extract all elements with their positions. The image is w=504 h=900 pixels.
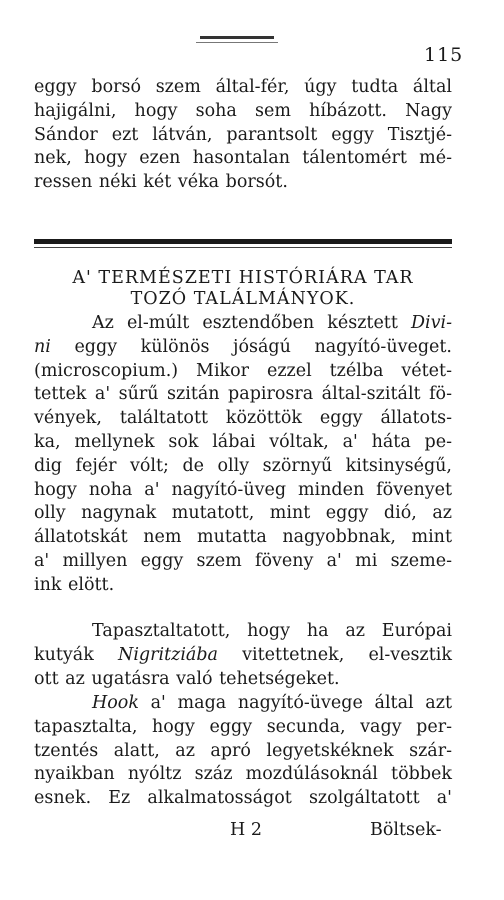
text-line: Sándor ezt látván, parantsolt eggy Tisztjé- xyxy=(34,124,452,145)
section-heading xyxy=(34,268,452,310)
text-line: dig fejér vólt; de olly szörnyű kitsinységű, xyxy=(34,455,452,476)
italic-name: Hook xyxy=(92,693,139,713)
text-line: hogy noha a' nagyító-üveg minden fövenyet xyxy=(34,479,452,500)
text-line: tettek a' sűrű szitán papirosra által-szitált fö- xyxy=(34,384,452,405)
text-line: olly nagynak mutatott, mint eggy dió, az xyxy=(34,503,452,524)
text-span: vitettetnek, el-vesztik xyxy=(218,644,452,665)
text-line: nek, hogy ezen hasontalan tálentomért mé- xyxy=(34,148,452,169)
text-span: a' maga nagyító-üvege által azt xyxy=(138,693,452,713)
text-line xyxy=(34,336,452,360)
italic-name: Divi- xyxy=(410,313,452,333)
text-line: Tapasztaltatott, hogy ha az Európai xyxy=(92,621,452,641)
heading-line: TOZÓ TALÁLMÁNYOK. xyxy=(130,289,356,309)
text-line xyxy=(34,692,452,716)
text-line: állatotskát nem mutatta nagyobbnak, mint xyxy=(34,527,452,548)
text-line: tapasztalta, hogy eggy secunda, vagy per- xyxy=(34,716,452,737)
italic-name: ni xyxy=(34,336,51,357)
heading-line: A' TERMÉSZETI HISTÓRIÁRA TAR xyxy=(72,268,414,288)
header-rule xyxy=(200,36,274,39)
paragraph-1 xyxy=(34,76,452,195)
paragraph-2 xyxy=(34,312,452,598)
text-line: ott az ugatásra való tehetségeket. xyxy=(34,668,340,689)
text-line xyxy=(34,312,452,336)
text-line: esnek. Ez alkalmatosságot szolgáltatott a' xyxy=(34,788,452,809)
text-line: nyaikban nyóltz száz mozdúlásoknál többek xyxy=(34,764,452,785)
text-line: vények, találtatott közöttök eggy állatots- xyxy=(34,408,452,429)
text-line: a' millyen eggy szem föveny a' mi szeme- xyxy=(34,550,452,571)
italic-place: Nigritziába xyxy=(118,644,218,665)
section-divider-thin xyxy=(34,247,452,248)
text-line: ink elött. xyxy=(34,574,115,595)
text-span: eggy különös jóságú nagyító-üveget. xyxy=(50,336,452,357)
signature-mark: H 2 xyxy=(230,820,262,840)
text-line: ka, mellynek sok lábai vóltak, a' háta pe- xyxy=(34,431,452,452)
text-span: Az el-múlt esztendőben késztett xyxy=(92,313,411,333)
text-line: (microscopium.) Mikor ezzel tzélba vétet- xyxy=(34,360,452,381)
catchword: Böltsek- xyxy=(370,820,442,840)
page-number: 115 xyxy=(424,44,464,66)
text-line xyxy=(34,644,452,668)
text-line: hajigálni, hogy soha sem híbázott. Nagy xyxy=(34,100,452,121)
paragraph-4 xyxy=(34,692,452,811)
text-line: ressen néki két véka borsót. xyxy=(34,172,288,193)
text-span: kutyák xyxy=(34,644,118,665)
header-rule-thin xyxy=(196,42,278,43)
text-line: eggy borsó szem által-fér, úgy tudta által xyxy=(34,77,452,97)
text-line: tzentés alatt, az apró legyetskéknek szár- xyxy=(34,740,452,761)
section-divider xyxy=(34,239,452,244)
paragraph-3 xyxy=(34,620,452,691)
